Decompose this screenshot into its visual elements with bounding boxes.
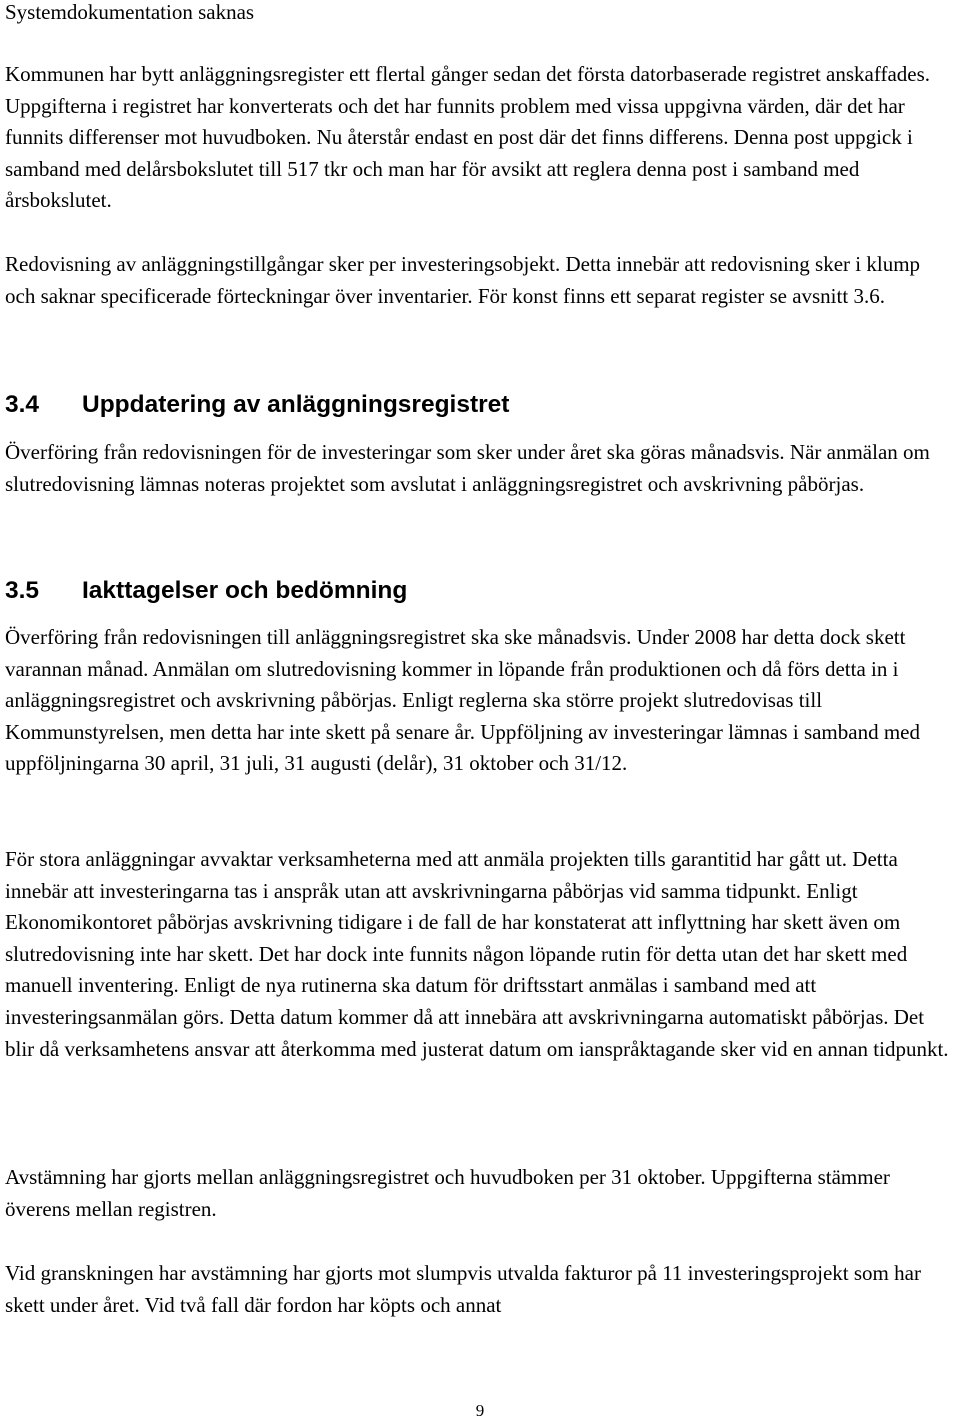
paragraph-observations-4: Vid granskningen har avstämning har gjorts mot slumpvis utvalda fakturor på 11 investeringsprojekt som har skett under året. Vid två fall där fordon har köpts och annat: [5, 1261, 921, 1317]
section-heading-3-4: [5, 388, 509, 422]
paragraph-observations-1: Överföring från redovisningen till anläggningsregistret ska ske månadsvis. Under 2008 har detta dock skett varannan månad. Anmälan om slutredovisning kommer in löpande från produktionen och då förs detta in i anläggningsregistret och avskrivning påbörjas. Enligt reglerna ska större projekt slutredovisas till Kommunstyrelsen, men detta har inte skett på senare år. Uppföljning av investeringar lämnas i samband med uppföljningarna 30 april, 31 juli, 31 augusti (delår), 31 oktober och 31/12.: [5, 625, 920, 776]
document-page: [5, 0, 955, 1423]
paragraph-observations-2: För stora anläggningar avvaktar verksamheterna med att anmäla projekten tills garantitid har gått ut. Detta innebär att investeringarna tas i anspråk utan att avskrivningarna påbörjas vid samma tidpunkt. Enligt Ekonomikontoret påbörjas avskrivning tidigare i de fall de har konstaterat att inflyttning har skett även om slutredovisning inte har skett. Det har dock inte funnits någon löpande rutin för detta utan det har skett med manuell inventering. Enligt de nya rutinerna ska datum för driftsstart anmälas i samband med att investeringsanmälan görs. Detta datum kommer då att innebära att avskrivningarna automatiskt påbörjas. Det blir då verksamhetens ansvar att återkomma med justerat datum om ianspråktagande sker vid en annan tidpunkt.: [5, 847, 949, 1061]
section-title: Iakttagelser och bedömning: [82, 577, 408, 604]
section-title: Uppdatering av anläggningsregistret: [82, 391, 510, 418]
section-heading-3-5: [5, 574, 407, 608]
section-number: 3.4: [5, 391, 40, 418]
page-number: 9: [475, 1401, 485, 1420]
paragraph-asset-reporting: Redovisning av anläggningstillgångar sker per investeringsobjekt. Detta innebär att redovisning sker i klump och saknar specificerade förteckningar över inventarier. För konst finns ett separat register se avsnitt 3.6.: [5, 252, 921, 308]
section-number: 3.5: [5, 577, 40, 604]
paragraph-register-update: Överföring från redovisningen för de investeringar som sker under året ska göras månadsvis. När anmälan om slutredovisning lämnas noteras projektet som avslutat i anläggningsregistret och avskrivning påbörjas.: [5, 440, 930, 496]
subheading-system-documentation: Systemdokumentation saknas: [5, 0, 255, 24]
paragraph-observations-3: Avstämning har gjorts mellan anläggningsregistret och huvudboken per 31 oktober. Uppgifterna stämmer överens mellan registren.: [5, 1165, 890, 1221]
paragraph-system-documentation: Kommunen har bytt anläggningsregister ett flertal gånger sedan det första datorbaserade registret anskaffades. Uppgifterna i registret har konverterats och det har funnits problem med vissa uppgivna värden, där det har funnits differenser mot huvudboken. Nu återstår endast en post där det finns differens. Denna post uppgick i samband med delårsbokslutet till 517 tkr och man har för avsikt att reglera denna post i samband med årsbokslutet.: [5, 62, 931, 213]
